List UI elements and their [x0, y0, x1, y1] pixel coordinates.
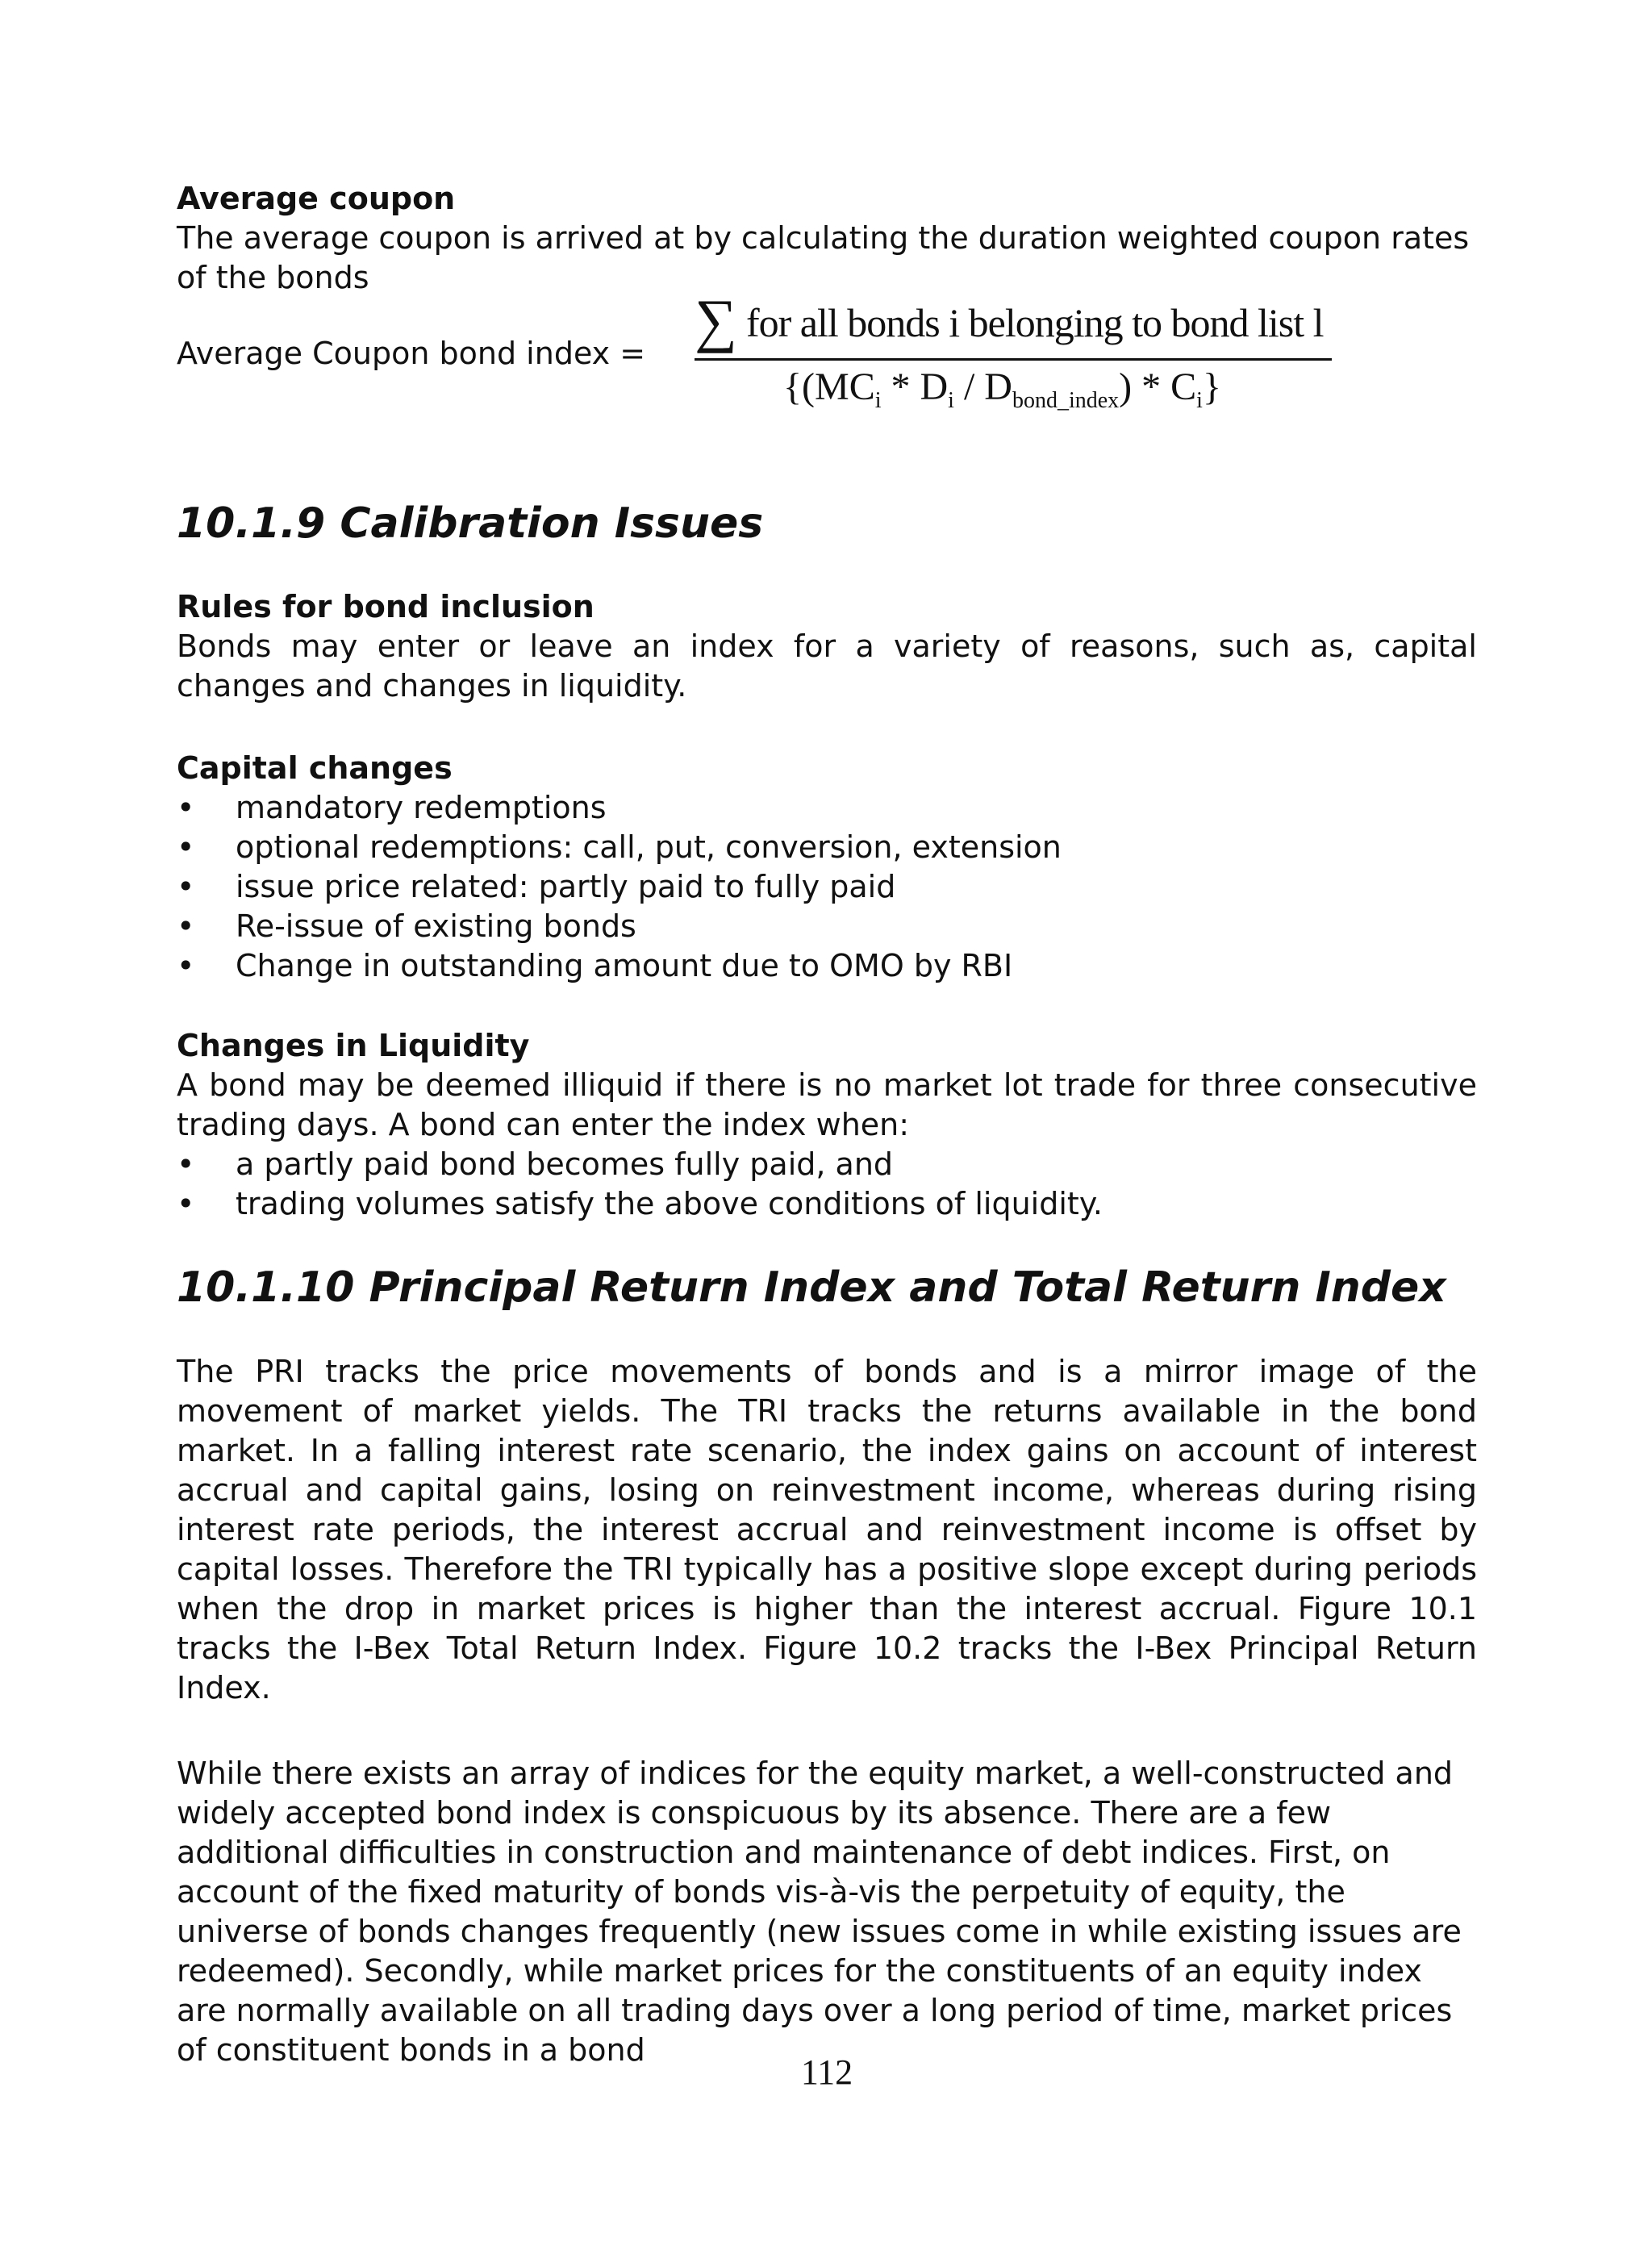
section-10-1-9 — [177, 498, 1477, 549]
formula-label: Average Coupon bond index = — [177, 336, 646, 371]
list-item: • trading volumes satisfy the above conditions of liquidity. — [177, 1184, 1477, 1224]
formula-denominator: $\{(MC_i * D_i / D_{bond\_index}) * C_i\}$ — [783, 365, 1221, 413]
liquidity-heading: Changes in Liquidity — [177, 1028, 530, 1063]
bullet-icon: • — [177, 829, 195, 865]
bullet-icon: • — [177, 1146, 195, 1182]
average-coupon-formula — [695, 288, 1512, 423]
formula-numerator: for all bonds i belonging to bond list l — [746, 300, 1324, 345]
section-heading-return-index: 10.1.10 Principal Return Index and Total Return Index — [177, 1263, 1446, 1312]
list-item: • mandatory redemptions — [177, 788, 1477, 828]
fraction-line — [695, 358, 1332, 361]
paragraph-2-block — [177, 1754, 1477, 2070]
capital-changes-heading: Capital changes — [177, 750, 453, 786]
capital-changes-list — [177, 788, 1477, 986]
average-coupon-text: The average coupon is arrived at by calculating the duration weighted coupon rates of the bonds — [177, 220, 1470, 295]
list-item: • a partly paid bond becomes fully paid, and — [177, 1145, 1477, 1184]
list-item: • optional redemptions: call, put, conversion, extension — [177, 828, 1477, 867]
liquidity-block — [177, 1026, 1477, 1224]
liquidity-text: A bond may be deemed illiquid if there is no market lot trade for three consecutive trading days. A bond can enter the index when: — [177, 1067, 1477, 1142]
sigma-symbol: ∑ — [695, 288, 737, 354]
average-coupon-heading: Average coupon — [177, 181, 456, 216]
bullet-icon: • — [177, 869, 195, 904]
bullet-icon: • — [177, 908, 195, 944]
average-coupon-block — [177, 179, 1477, 298]
document-page — [177, 0, 1477, 2242]
rules-block — [177, 587, 1477, 706]
paragraph-pri-tri: The PRI tracks the price movements of bonds and is a mirror image of the movement of market yields. The TRI tracks the returns available in the bond market. In a falling interest rate scenario, the index gains on account of interest accrual and capital gains, losing on reinvestment income, whereas during rising interest rate periods, the interest accrual and reinvestment income is offset by capital losses. Therefore the TRI typically has a positive slope except during periods when the drop in market prices is higher than the interest accrual. Figure 10.1 tracks the I-Bex Total Return Index. Figure 10.2 tracks the I-Bex Principal Return Index. — [177, 1354, 1477, 1706]
rules-text: Bonds may enter or leave an index for a variety of reasons, such as, capital changes and changes in liquidity. — [177, 628, 1477, 703]
list-item: • Re-issue of existing bonds — [177, 907, 1477, 946]
paragraph-bond-index-difficulties: While there exists an array of indices for the equity market, a well-constructed and widely accepted bond index is conspicuous by its absence. There are a few additional difficulties in construction and maintenance of debt indices. First, on account of the fixed maturity of bonds vis-à-vis the perpetuity of equity, the universe of bonds changes frequently (new issues come in while existing issues are redeemed). Secondly, while market prices for the constituents of an equity index are normally available on all trading days over a long period of time, market prices of constituent bonds in a bond — [177, 1756, 1462, 2068]
list-item: • Change in outstanding amount due to OMO by RBI — [177, 946, 1477, 986]
section-10-1-10 — [177, 1262, 1477, 1313]
bullet-icon: • — [177, 1186, 195, 1221]
bullet-icon: • — [177, 948, 195, 983]
bullet-icon: • — [177, 790, 195, 825]
rules-heading: Rules for bond inclusion — [177, 589, 594, 624]
list-item: • issue price related: partly paid to fully paid — [177, 867, 1477, 907]
liquidity-list — [177, 1145, 1477, 1224]
section-heading-calibration: 10.1.9 Calibration Issues — [177, 499, 764, 548]
page-number: 112 — [800, 2052, 853, 2092]
paragraph-1-block — [177, 1352, 1477, 1708]
capital-changes-block — [177, 749, 1477, 986]
